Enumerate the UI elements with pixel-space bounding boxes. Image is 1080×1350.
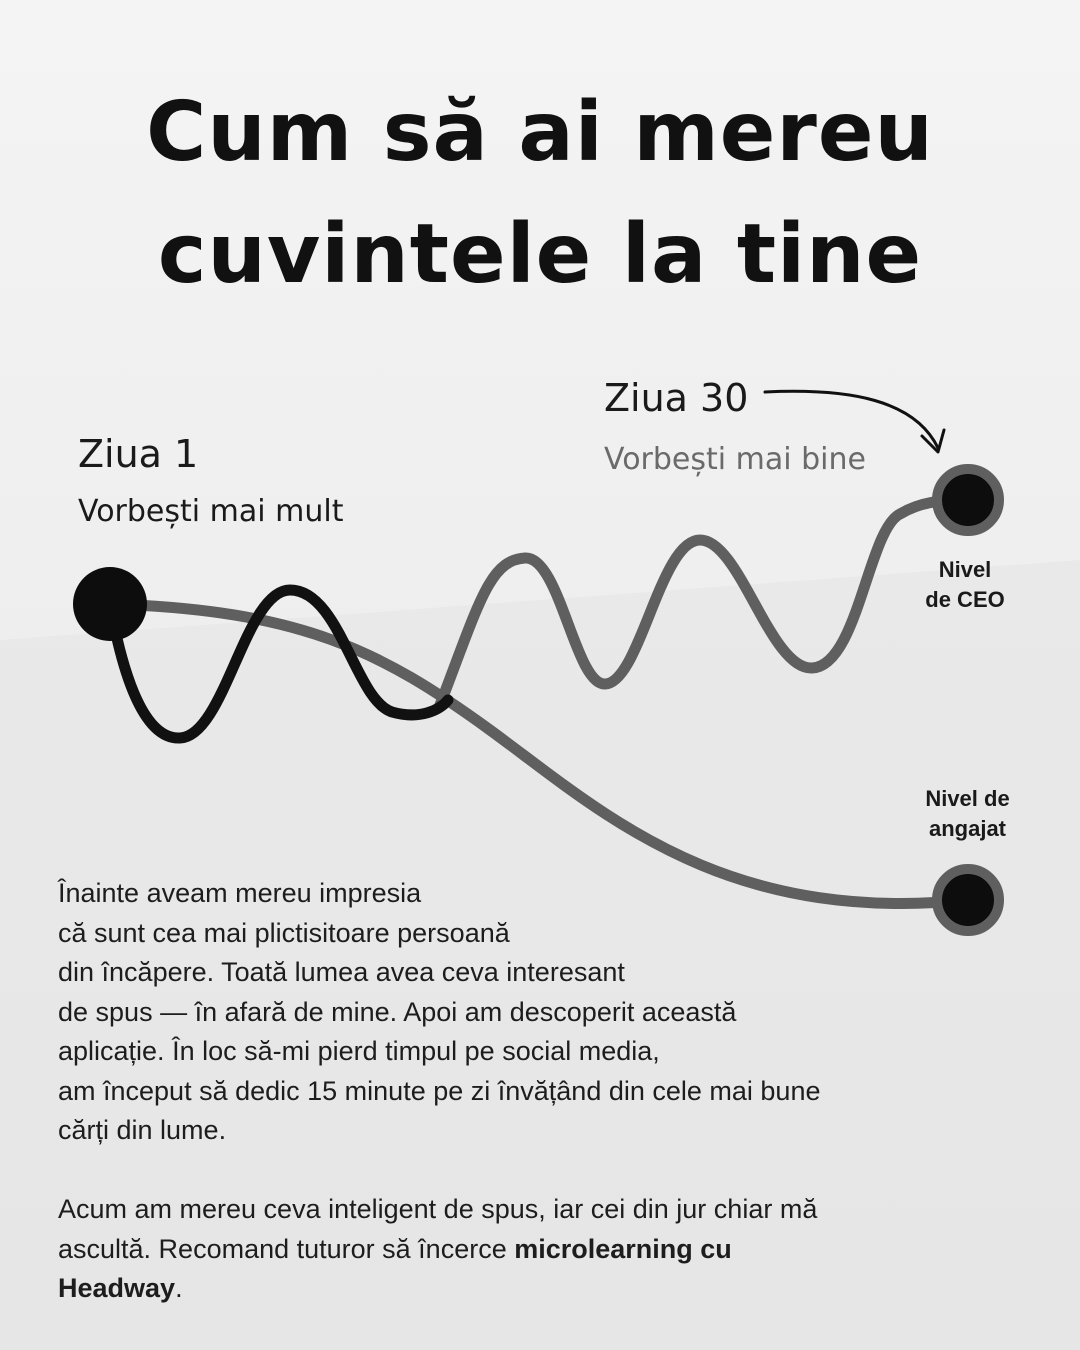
brand-name: Headway xyxy=(58,1273,176,1303)
story-line: am început să dedic 15 minute pe zi învățând din cele mai bune xyxy=(58,1075,821,1106)
story-highlight: microlearning cu xyxy=(514,1233,732,1264)
testimonial-text xyxy=(58,874,958,1309)
end-day-caption: Vorbești mai bine xyxy=(604,442,866,477)
ceo-level-line-2: de CEO xyxy=(925,587,1005,612)
story-line xyxy=(58,1230,958,1270)
ceo-level-label xyxy=(905,555,1025,615)
story-text: ascultă. Recomand tuturor să încerce xyxy=(58,1233,515,1264)
story-line: cărți din lume. xyxy=(58,1115,227,1145)
story-line: aplicație. În loc să-mi pierd timpul pe social media, xyxy=(58,1036,660,1066)
start-day-caption: Vorbești mai mult xyxy=(78,494,344,529)
employee-level-line-2: angajat xyxy=(928,816,1007,841)
story-line: de spus — în afară de mine. Apoi am descoperit această xyxy=(58,996,737,1027)
end-day-label: Ziua 30 xyxy=(604,376,749,420)
title-line-1: Cum să ai mereu xyxy=(146,85,934,180)
story-line xyxy=(58,1269,958,1309)
curved-arrow-icon xyxy=(765,391,938,448)
employee-level-label xyxy=(895,784,1040,844)
title-line-2: cuvintele la tine xyxy=(157,207,923,302)
ceo-level-line-1: Nivel xyxy=(938,557,992,582)
ceo-path-grey xyxy=(440,500,968,705)
story-line: din încăpere. Toată lumea avea ceva interesant xyxy=(58,957,625,987)
employee-level-line-1: Nivel de xyxy=(925,786,1010,811)
paragraph-gap xyxy=(58,1151,958,1191)
story-line: Acum am mereu ceva inteligent de spus, iar cei din jur chiar mă xyxy=(58,1194,818,1224)
start-day-label: Ziua 1 xyxy=(78,432,199,476)
story-line: Înainte aveam mereu impresia xyxy=(58,878,422,908)
start-dot-icon xyxy=(73,567,147,641)
ceo-node-ring xyxy=(937,469,999,531)
story-text: . xyxy=(175,1273,183,1303)
story-line: că sunt cea mai plictisitoare persoană xyxy=(58,917,510,948)
